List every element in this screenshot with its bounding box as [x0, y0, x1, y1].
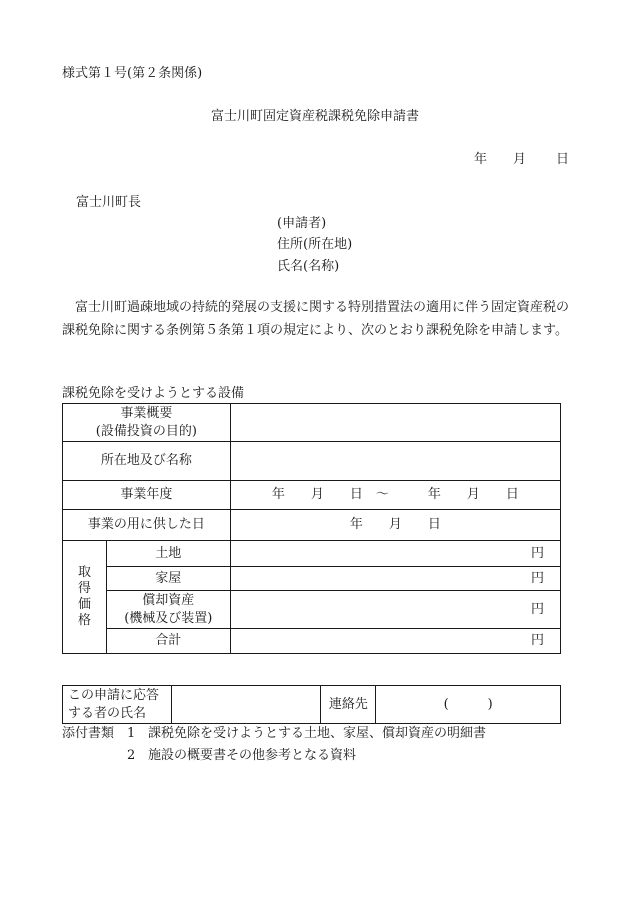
depreciable-label	[106, 591, 230, 629]
attachment-1-number: 1	[127, 726, 136, 741]
body-text: 富士川町過疎地域の持続的発展の支援に関する特別措置法の適用に伴う固定資産税の課税免除に関する条例第５条第１項の規定により、次のとおり課税免除を申請します。	[62, 300, 570, 338]
location-name-label: 所在地及び名称	[63, 442, 231, 481]
respondent-name-value[interactable]	[171, 686, 321, 724]
acq-char-4: 格	[77, 613, 91, 628]
total-value[interactable]: 円	[230, 629, 560, 654]
applicant-name: 氏名(名称)	[277, 259, 340, 274]
respondent-label-line2: する者の氏名	[68, 705, 147, 721]
depreciable-text: 償却資産	[142, 592, 195, 608]
business-use-date-value[interactable]: 年 月 日	[230, 510, 560, 541]
acq-char-1: 取	[77, 565, 91, 580]
acq-char-2: 得	[77, 581, 91, 596]
acquisition-price-label	[63, 541, 107, 654]
total-label: 合計	[106, 629, 230, 654]
applicant-label: (申請者)	[277, 216, 327, 231]
respondent-table	[62, 685, 561, 724]
business-year-label: 事業年度	[63, 481, 231, 510]
land-label: 土地	[106, 541, 230, 567]
applicant-address: 住所(所在地)	[277, 237, 353, 252]
date-month-label: 月	[513, 152, 527, 167]
business-overview-label	[63, 404, 231, 442]
land-value[interactable]: 円	[230, 541, 560, 567]
equipment-table	[62, 403, 561, 654]
acq-char-3: 価	[77, 597, 91, 612]
date-year-label: 年	[474, 152, 488, 167]
date-day-label: 日	[556, 152, 570, 167]
depreciable-value[interactable]: 円	[230, 591, 560, 629]
addressee: 富士川町長	[76, 195, 142, 210]
attachment-1-text: 課税免除を受けようとする土地、家屋、償却資産の明細書	[148, 726, 487, 741]
respondent-label	[63, 686, 172, 724]
attachment-2-number: 2	[127, 748, 136, 763]
depreciable-sub: (機械及び装置)	[124, 610, 213, 626]
house-label: 家屋	[106, 567, 230, 591]
business-year-value[interactable]: 年 月 日 ～ 年 月 日	[230, 481, 560, 510]
location-name-value[interactable]	[230, 442, 560, 481]
contact-label: 連絡先	[321, 686, 376, 724]
attachments-label: 添付書類	[62, 726, 115, 741]
respondent-label-line1: この申請に応答	[68, 687, 160, 703]
business-use-date-label: 事業の用に供した日	[63, 510, 231, 541]
house-value[interactable]: 円	[230, 567, 560, 591]
form-number: 様式第１号(第２条関係)	[62, 66, 203, 81]
contact-value[interactable]: ( )	[376, 686, 561, 724]
page-title: 富士川町固定資産税課税免除申請書	[210, 109, 419, 124]
attachment-2-text: 施設の概要書その他参考となる資料	[148, 748, 357, 763]
business-overview-value[interactable]	[230, 404, 560, 442]
business-overview-sub: (設備投資の目的)	[95, 423, 197, 439]
section-title: 課税免除を受けようとする設備	[62, 386, 245, 401]
business-overview-text: 事業概要	[120, 405, 173, 421]
